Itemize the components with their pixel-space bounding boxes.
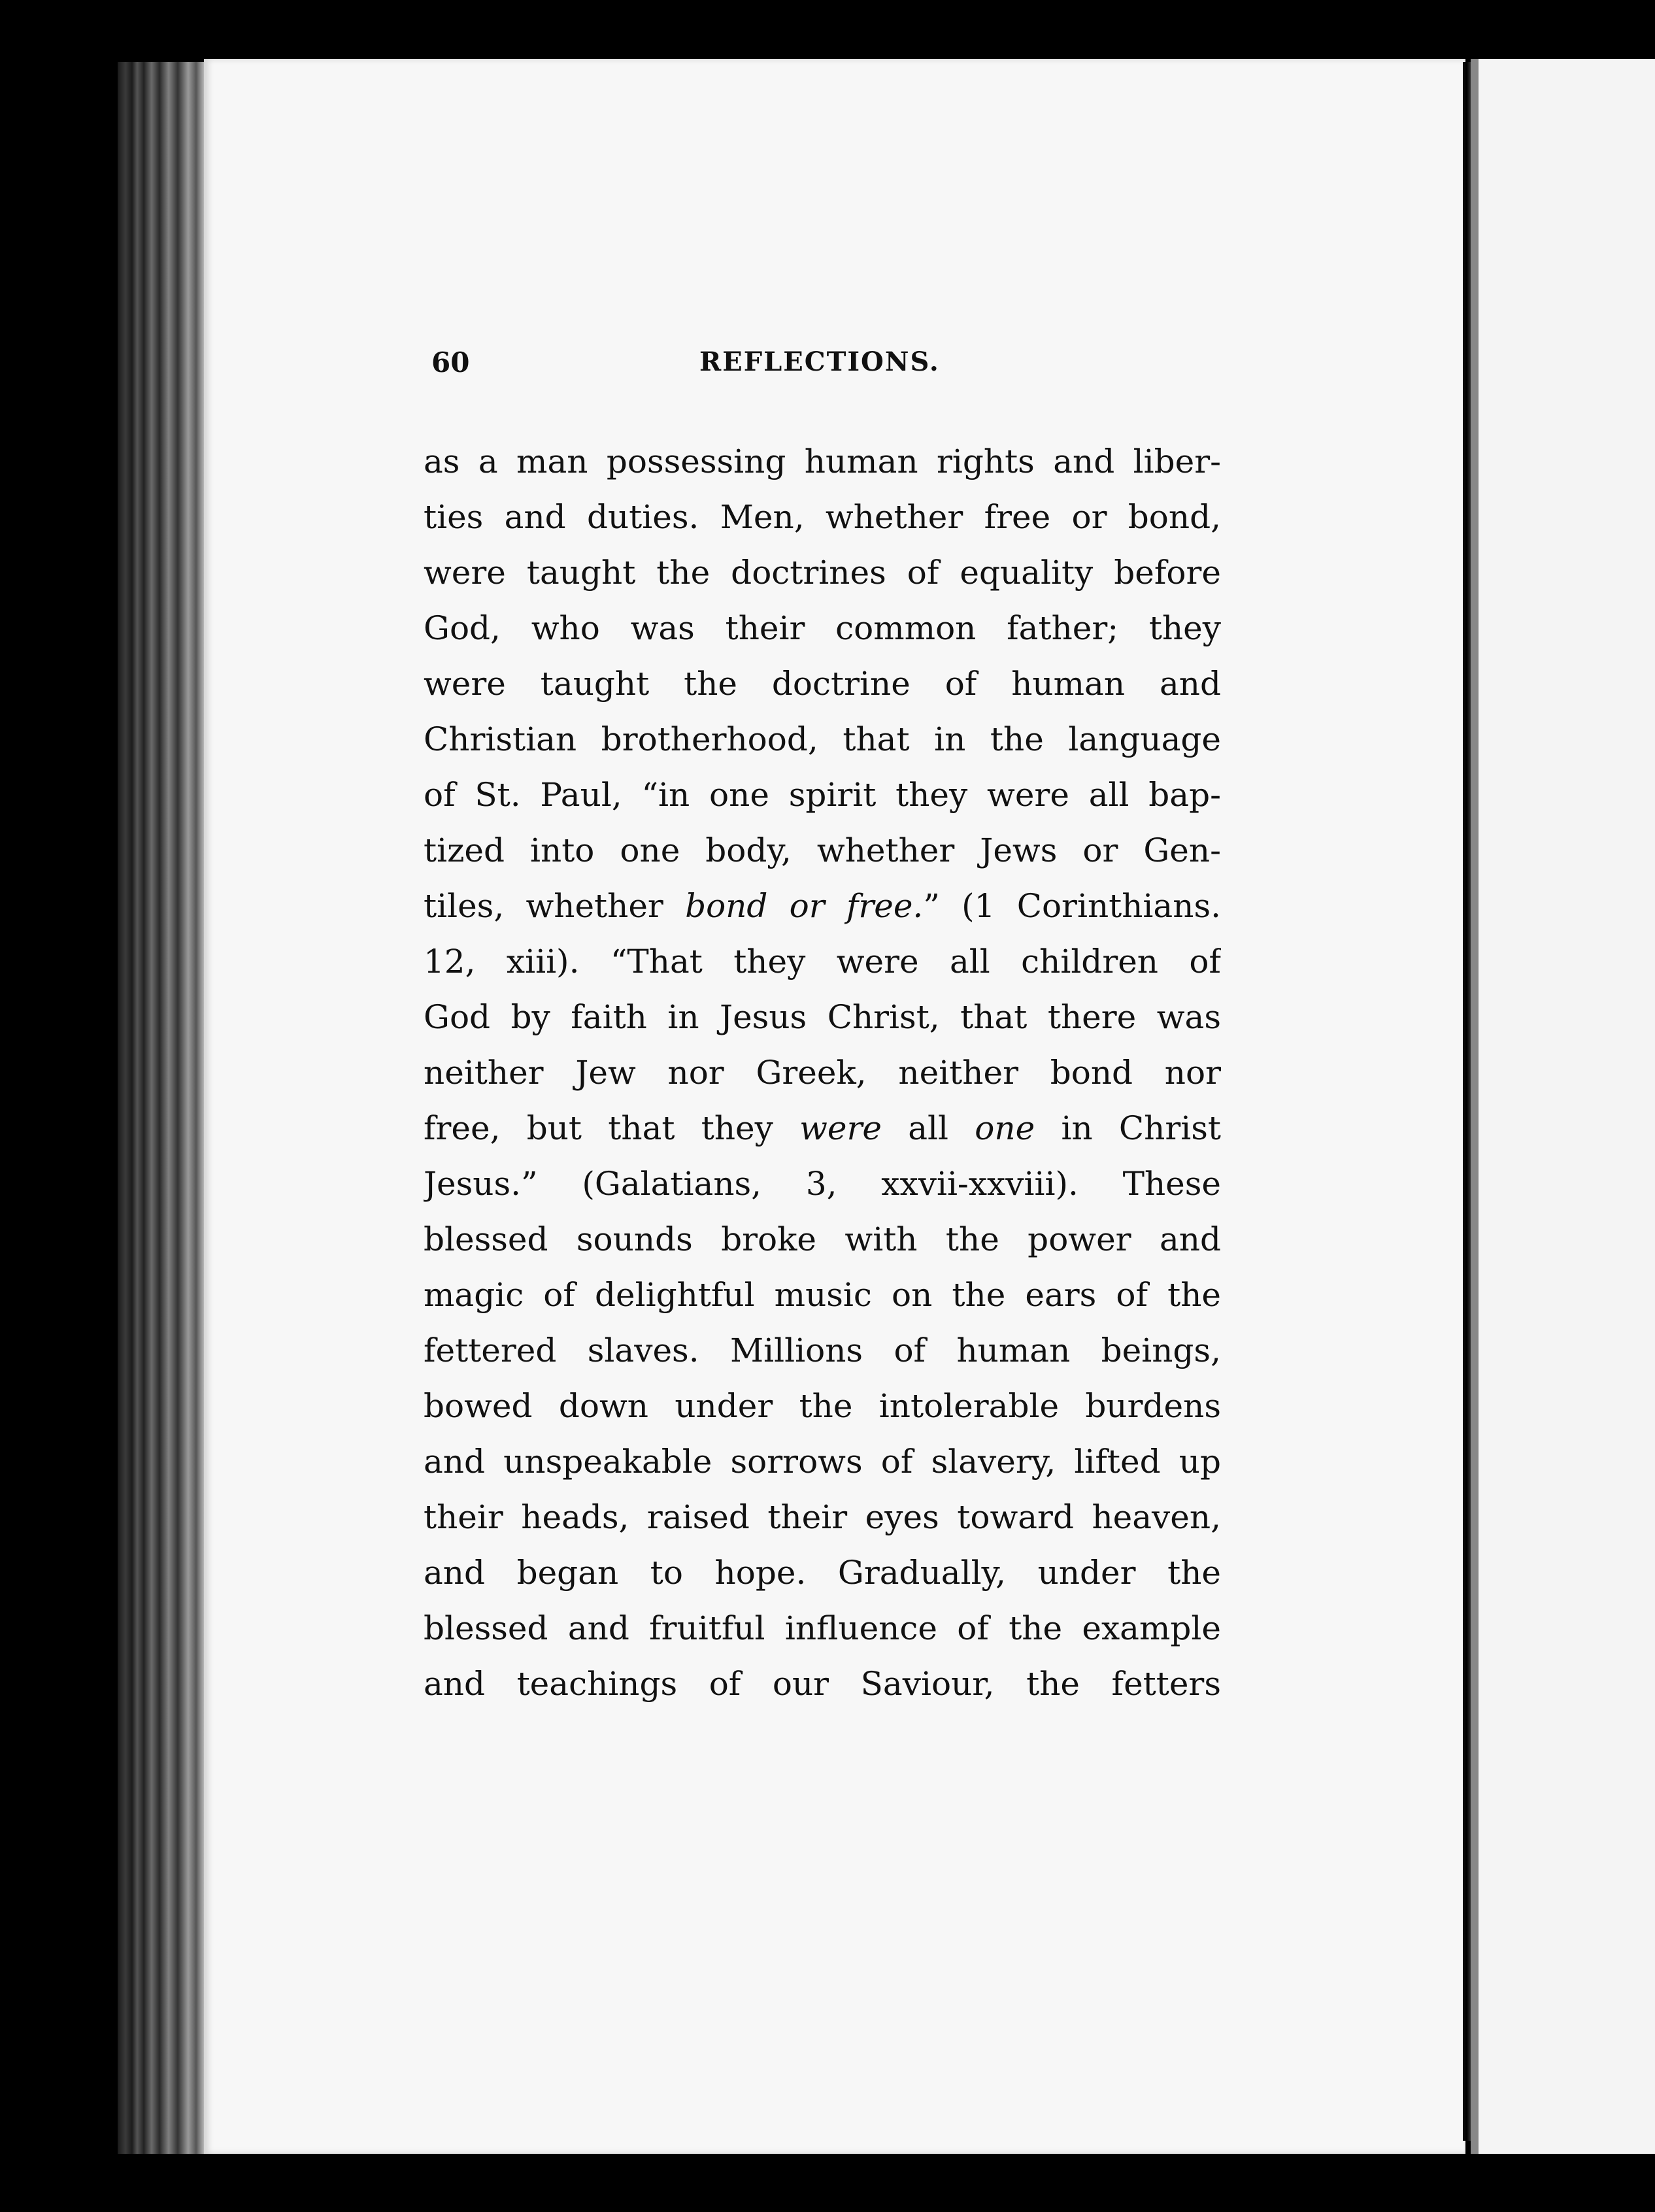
text-segment: and began to hope. Gradually, under the bbox=[424, 1554, 1221, 1592]
text-segment: and teachings of our Saviour, the fetters bbox=[424, 1665, 1221, 1703]
text-line bbox=[424, 1267, 1221, 1323]
book-binding-edge bbox=[118, 62, 206, 2154]
text-segment: tized into one body, whether Jews or Gen- bbox=[424, 831, 1221, 869]
running-head bbox=[431, 346, 1222, 392]
text-segment: Jesus.” (Galatians, 3, xxvii-xxviii). These bbox=[424, 1165, 1221, 1203]
text-line bbox=[424, 490, 1221, 545]
text-line bbox=[424, 934, 1221, 990]
text-segment: and unspeakable sorrows of slavery, lifted up bbox=[424, 1443, 1221, 1481]
text-segment: all bbox=[882, 1109, 975, 1147]
text-segment: ties and duties. Men, whether free or bond, bbox=[424, 498, 1221, 536]
text-line bbox=[424, 1379, 1221, 1434]
text-line bbox=[424, 434, 1221, 490]
text-segment: tiles, whether bbox=[424, 887, 686, 925]
text-segment: were taught the doctrine of human and bbox=[424, 665, 1221, 703]
italic-text: bond or free. bbox=[685, 887, 924, 925]
text-segment: blessed and fruitful influence of the example bbox=[424, 1609, 1221, 1647]
body-text bbox=[424, 434, 1221, 1712]
text-line bbox=[424, 990, 1221, 1045]
text-line bbox=[424, 1156, 1221, 1212]
page-gutter-line bbox=[1463, 62, 1471, 2141]
text-segment: bowed down under the intolerable burdens bbox=[424, 1387, 1221, 1425]
text-segment: fettered slaves. Millions of human beings, bbox=[424, 1332, 1221, 1369]
text-segment: as a man possessing human rights and liber- bbox=[424, 443, 1221, 480]
text-line bbox=[424, 1101, 1221, 1156]
text-segment: God by faith in Jesus Christ, that there was bbox=[424, 998, 1221, 1036]
text-segment: ” (1 Corinthians. bbox=[923, 887, 1221, 925]
text-line bbox=[424, 656, 1221, 712]
text-segment: their heads, raised their eyes toward heaven, bbox=[424, 1498, 1221, 1536]
text-segment: God, who was their common father; they bbox=[424, 609, 1221, 647]
text-line bbox=[424, 545, 1221, 601]
text-segment: 12, xiii). “That they were all children of bbox=[424, 943, 1221, 980]
italic-text: one bbox=[975, 1109, 1035, 1147]
text-line bbox=[424, 1323, 1221, 1379]
text-line bbox=[424, 1212, 1221, 1267]
text-line bbox=[424, 879, 1221, 934]
text-line bbox=[424, 601, 1221, 656]
text-line bbox=[424, 767, 1221, 823]
italic-text: were bbox=[799, 1109, 882, 1147]
text-segment: in Christ bbox=[1035, 1109, 1221, 1147]
text-segment: free, but that they bbox=[424, 1109, 800, 1147]
text-line bbox=[424, 1490, 1221, 1545]
text-segment: were taught the doctrines of equality before bbox=[424, 554, 1221, 592]
text-line bbox=[424, 823, 1221, 879]
text-segment: Christian brotherhood, that in the language bbox=[424, 720, 1221, 758]
text-line bbox=[424, 1601, 1221, 1656]
next-page-edge bbox=[1479, 59, 1655, 2154]
text-segment: blessed sounds broke with the power and bbox=[424, 1220, 1221, 1258]
text-line bbox=[424, 1656, 1221, 1712]
text-line bbox=[424, 712, 1221, 767]
text-segment: neither Jew nor Greek, neither bond nor bbox=[424, 1054, 1221, 1092]
text-segment: magic of delightful music on the ears of the bbox=[424, 1276, 1221, 1314]
text-line bbox=[424, 1045, 1221, 1101]
running-title: REFLECTIONS. bbox=[699, 346, 940, 377]
text-line bbox=[424, 1434, 1221, 1490]
page-number: 60 bbox=[431, 346, 470, 378]
text-segment: of St. Paul, “in one spirit they were all bap- bbox=[424, 776, 1221, 814]
text-line bbox=[424, 1545, 1221, 1601]
